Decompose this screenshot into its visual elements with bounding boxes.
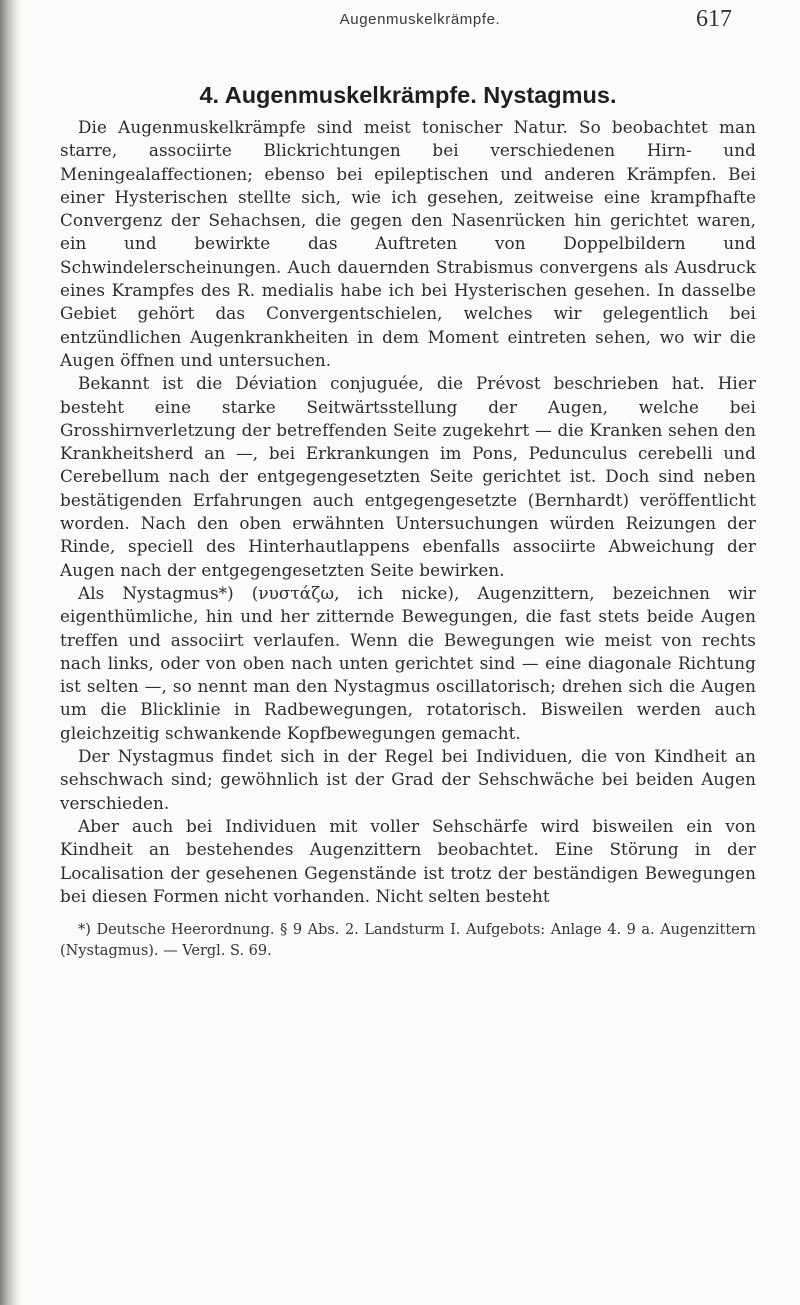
paragraph: Als Nystagmus*) (νυστάζω, ich nicke), Augenzittern, bezeichnen wir eigenthümliche, hin und her zitternde Bewegungen, die fast stets beide Augen treffen und associirt verlaufen. Wenn die Bewegungen wie meist von rechts nach links, oder von oben nach unten gerichtet sind — eine diagonale Richtung ist selten —, so nennt man den Nystagmus oscillatorisch; drehen sich die Augen um die Blicklinie in Radbewegungen, rotatorisch. Bisweilen werden auch gleichzeitig schwankende Kopfbewegungen gemacht. (60, 582, 756, 743)
running-head: Augenmuskelkrämpfe. (339, 11, 501, 28)
footnote: *) Deutsche Heerordnung. § 9 Abs. 2. Landsturm I. Aufgebots: Anlage 4. 9 a. Augenzittern (Nystagmus). — Vergl. S. 69. (60, 922, 756, 959)
page-header (60, 3, 760, 33)
body-text (60, 116, 756, 908)
paragraph: Die Augenmuskelkrämpfe sind meist tonischer Natur. So beobachtet man starre, associirte Blickrichtungen bei verschiedenen Hirn- und Meningealaffectionen; ebenso bei epileptischen und anderen Krämpfen. Bei einer Hysterischen stellte sich, wie ich gesehen, zeitweise eine krampfhafte Convergenz der Sehachsen, die gegen den Nasenrücken hin gerichtet waren, ein und bewirkte das Auftreten von Doppelbildern und Schwindelerscheinungen. Auch dauernden Strabismus convergens als Ausdruck eines Krampfes des R. medialis habe ich bei Hysterischen gesehen. In dasselbe Gebiet gehört das Convergentschielen, welches wir gelegentlich bei entzündlichen Augenkrankheiten in dem Moment eintreten sehen, wo wir die Augen öffnen und untersuchen. (60, 117, 756, 370)
paragraph: Der Nystagmus findet sich in der Regel bei Individuen, die von Kindheit an sehschwach sind; gewöhnlich ist der Grad der Sehschwäche bei beiden Augen verschieden. (60, 746, 756, 813)
page-number: 617 (696, 6, 732, 32)
page-content (60, 78, 756, 961)
section-title: 4. Augenmuskelkrämpfe. Nystagmus. (199, 82, 617, 108)
paragraph: Bekannt ist die Déviation conjuguée, die Prévost beschrieben hat. Hier besteht eine starke Seitwärtsstellung der Augen, welche bei Grosshirnverletzung der betreffenden Seite zugekehrt — die Kranken sehen den Krankheitsherd an —, bei Erkrankungen im Pons, Pedunculus cerebelli und Cerebellum nach der entgegengesetzten Seite gerichtet ist. Doch sind neben bestätigenden Erfahrungen auch entgegengesetzte (Bernhardt) veröffentlicht worden. Nach den oben erwähnten Untersuchungen würden Reizungen der Rinde, speciell des Hinterhautlappens ebenfalls associirte Abweichung der Augen nach der entgegengesetzten Seite bewirken. (60, 373, 756, 580)
paragraph: Aber auch bei Individuen mit voller Sehschärfe wird bisweilen ein von Kindheit an bestehendes Augenzittern beobachtet. Eine Störung in der Localisation der gesehenen Gegenstände ist trotz der beständigen Bewegungen bei diesen Formen nicht vorhanden. Nicht selten besteht (60, 815, 756, 906)
binding-shadow (0, 0, 22, 1305)
